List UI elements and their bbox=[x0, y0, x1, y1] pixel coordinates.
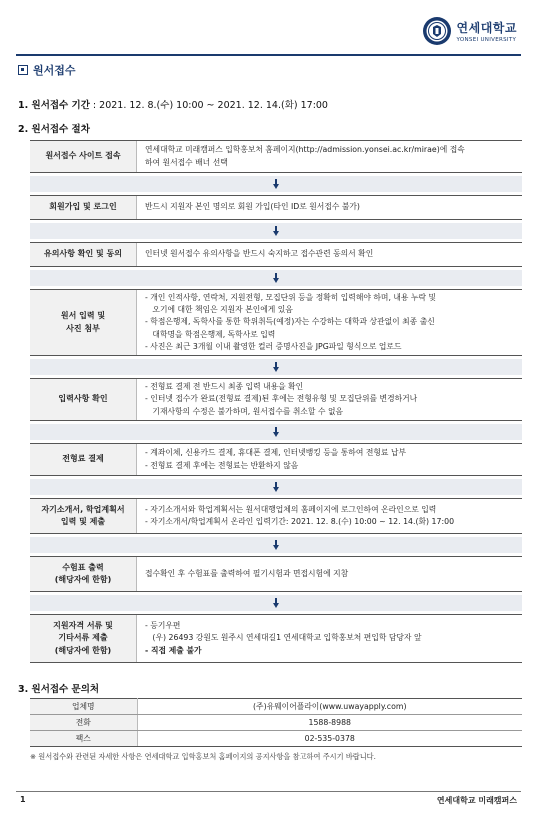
page-number: 1 bbox=[20, 795, 26, 804]
procedure-step bbox=[30, 498, 522, 534]
step-label: 수험표 출력 (해당자에 한함) bbox=[30, 557, 137, 591]
step-description: 연세대학교 미래캠퍼스 입학홍보처 홈페이지(http://admission.yonsei.ac.kr/mirae)에 접속 하여 원서접수 배너 선택 bbox=[145, 145, 465, 167]
contact-value: 1588-8988 bbox=[137, 715, 522, 731]
flow-arrow bbox=[30, 176, 522, 192]
header-divider bbox=[16, 54, 521, 56]
step-label: 전형료 결제 bbox=[30, 444, 137, 475]
contact-value: 02-535-0378 bbox=[137, 731, 522, 747]
flow-arrow bbox=[30, 270, 522, 286]
contact-table bbox=[30, 698, 522, 747]
flow-arrow bbox=[30, 223, 522, 239]
contact-value: (주)유웨이어플라이(www.uwayapply.com) bbox=[137, 699, 522, 715]
logo-english-name: YONSEI UNIVERSITY bbox=[456, 37, 517, 43]
arrow-down-icon bbox=[273, 231, 279, 236]
procedure-step bbox=[30, 614, 522, 663]
university-seal-icon bbox=[422, 16, 452, 46]
step-description: 반드시 지원자 본인 명의로 회원 가입(타인 ID로 원서접수 불가) bbox=[145, 202, 360, 212]
step-description: - 계좌이체, 신용카드 결제, 휴대폰 결제, 인터넷뱅킹 등을 통하여 전형료 납부 - 전형료 결제 후에는 전형료는 반환하지 않음 bbox=[145, 448, 406, 470]
step-label: 원서 입력 및 사진 첨부 bbox=[30, 290, 137, 355]
section-3-heading: 3. 원서접수 문의처 bbox=[18, 684, 100, 695]
procedure-step bbox=[30, 556, 522, 592]
procedure-step bbox=[30, 242, 522, 267]
step-description: - 등기우편 (우) 26493 강원도 원주시 연세대길1 연세대학교 입학홍보처 편입학 담당자 앞 - 직접 제출 불가 bbox=[145, 621, 422, 655]
university-logo bbox=[422, 16, 517, 46]
step-label: 유의사항 확인 및 동의 bbox=[30, 243, 137, 266]
table-row bbox=[30, 731, 522, 747]
step-description: - 개인 인적사항, 연락처, 지원전형, 모집단위 등을 정확히 입력해야 하며, 내용 누락 및 오기에 대한 책임은 지원자 본인에게 있음 - 학점은행제, 독학사를 통한 학위취득(예정)자는 수강하는 대학과 상관없이 최종 출신 대학명을 학점은행제, 독학사로 입력 - 사진은 최근 3개월 이내 촬영한 컬러 증명사진을 JPG파일 형식으로 업로드 bbox=[145, 293, 437, 351]
arrow-down-icon bbox=[273, 432, 279, 437]
contact-key: 업체명 bbox=[30, 699, 137, 715]
page-title bbox=[18, 62, 76, 78]
procedure-step bbox=[30, 289, 522, 356]
page-title-text: 원서접수 bbox=[33, 64, 76, 77]
table-row bbox=[30, 699, 522, 715]
arrow-down-icon bbox=[273, 367, 279, 372]
flow-arrow bbox=[30, 479, 522, 495]
procedure-step bbox=[30, 443, 522, 476]
arrow-down-icon bbox=[273, 603, 279, 608]
step-description: - 자기소개서와 학업계획서는 원서대행업체의 홈페이지에 로그인하여 온라인으로 입력 - 자기소개서/학업계획서 온라인 입력기간: 2021. 12. 8.(수) 10:00 ~ 12. 14.(화) 17:00 bbox=[145, 504, 455, 526]
step-label: 원서접수 사이트 접속 bbox=[30, 141, 137, 172]
step-description: 접수확인 후 수험표를 출력하여 필기시험과 면접시험에 지참 bbox=[145, 568, 349, 578]
footer-campus-name: 연세대학교 미래캠퍼스 bbox=[436, 796, 517, 805]
flow-arrow bbox=[30, 595, 522, 611]
logo-korean-name: 연세대학교 bbox=[456, 21, 517, 35]
step-label: 회원가입 및 로그인 bbox=[30, 196, 137, 219]
step-label: 자기소개서, 학업계획서 입력 및 제출 bbox=[30, 499, 137, 533]
arrow-down-icon bbox=[273, 487, 279, 492]
application-period: : 2021. 12. 8.(수) 10:00 ~ 2021. 12. 14.(화) 17:00 bbox=[89, 100, 328, 111]
procedure-step bbox=[30, 378, 522, 421]
arrow-down-icon bbox=[273, 184, 279, 189]
step-label: 입력사항 확인 bbox=[30, 379, 137, 420]
flow-arrow bbox=[30, 359, 522, 375]
step-description: - 전형료 결제 전 반드시 최종 입력 내용을 확인 - 인터넷 접수가 완료(전형료 결제)된 후에는 전형유형 및 모집단위를 변경하거나 기재사항의 수정은 불가하며, 원서접수를 취소할 수 없음 bbox=[145, 382, 418, 416]
section-2-heading: 2. 원서접수 절차 bbox=[18, 124, 90, 135]
section-1-title: 1. 원서접수 기간 bbox=[18, 100, 90, 111]
arrow-down-icon bbox=[273, 278, 279, 283]
square-bullet-icon bbox=[18, 65, 28, 75]
footer-divider bbox=[16, 791, 521, 792]
procedure-step bbox=[30, 195, 522, 220]
page-header bbox=[16, 10, 521, 56]
contact-key: 팩스 bbox=[30, 731, 137, 747]
procedure-step bbox=[30, 140, 522, 173]
footnote: ※ 원서접수와 관련된 자세한 사항은 연세대학교 입학홍보처 홈페이지의 공지사항을 참고하여 주시기 바랍니다. bbox=[30, 752, 376, 761]
contact-key: 전화 bbox=[30, 715, 137, 731]
section-1-heading bbox=[18, 97, 328, 111]
flow-arrow bbox=[30, 537, 522, 553]
table-row bbox=[30, 715, 522, 731]
flow-arrow bbox=[30, 424, 522, 440]
step-label: 지원자격 서류 및 기타서류 제출 (해당자에 한함) bbox=[30, 615, 137, 662]
arrow-down-icon bbox=[273, 545, 279, 550]
step-description: 인터넷 원서접수 유의사항을 반드시 숙지하고 접수관련 동의서 확인 bbox=[145, 249, 374, 259]
